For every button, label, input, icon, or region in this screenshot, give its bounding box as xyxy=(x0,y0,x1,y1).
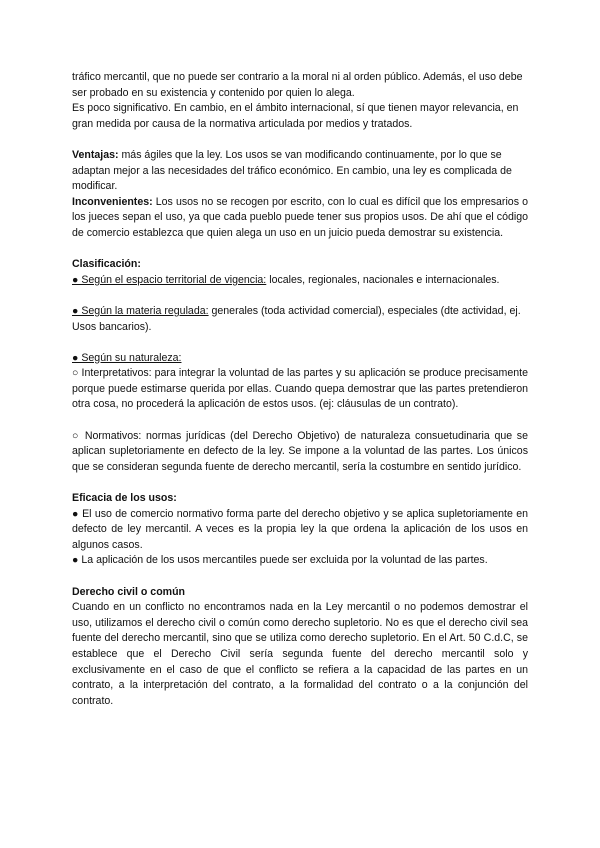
intro-paragraph-2: Es poco significativo. En cambio, en el ámbito internacional, sí que tienen mayor relevancia, en gran medida por causa de la normativa articulada por medios y tratados. xyxy=(72,102,519,130)
clasificacion-heading: Clasificación: xyxy=(72,258,141,271)
espacio-text: locales, regionales, nacionales e internacionales. xyxy=(266,273,500,286)
ventajas-text: más ágiles que la ley. Los usos se van modificando continuamente, por lo que se adaptan mejor a las necesidades del tráfico económico. En cambio, una ley es complicada de modificar. xyxy=(72,148,512,193)
eficacia-heading: Eficacia de los usos: xyxy=(72,492,177,505)
espacio-label: ● Según el espacio territorial de vigencia: xyxy=(72,273,267,286)
inconvenientes-text: Los usos no se recogen por escrito, con lo cual es difícil que los empresarios o los jueces sepan el uso, ya que cada pueblo puede tener sus propios usos. De ahí que el código de comercio establezca que quien alega un uso en un juicio pueda demostrar su existencia. xyxy=(72,195,528,239)
materia-text: generales (toda actividad comercial), especiales (dte actividad, ej. Usos bancarios). xyxy=(72,304,521,333)
interpretativos-paragraph: ○ Interpretativos: para integrar la voluntad de las partes y su aplicación se produce precisamente porque puede estimarse querida por ellas. Cuando quepa demostrar que las partes pretendieron otra cosa, no procederá la aplicación de estos usos. (ej: cláusulas de un contrato). xyxy=(72,367,528,411)
ventajas-label: Ventajas: xyxy=(72,148,119,161)
materia-label: ● Según la materia regulada: xyxy=(72,304,209,317)
clasificacion-espacio xyxy=(72,273,528,289)
ventajas-paragraph xyxy=(72,148,528,195)
eficacia-item-1: ● El uso de comercio normativo forma parte del derecho objetivo y se aplica supletoriamente en defecto de ley mercantil. A veces es la propia ley la que ordena la aplicación de los usos en algunos casos. xyxy=(72,507,528,551)
naturaleza-label: ● Según su naturaleza: xyxy=(72,351,182,364)
intro-paragraph-1: tráfico mercantil, que no puede ser contrario a la moral ni al orden público. Además, el uso debe ser probado en su existencia y contenido por quien lo alega. xyxy=(72,71,523,99)
eficacia-item-2: ● La aplicación de los usos mercantiles puede ser excluida por la voluntad de las partes. xyxy=(72,554,488,567)
clasificacion-materia xyxy=(72,304,528,335)
inconvenientes-label: Inconvenientes: xyxy=(72,195,153,208)
derecho-civil-paragraph: Cuando en un conflicto no encontramos nada en la Ley mercantil o no podemos demostrar el uso, utilizamos el derecho civil o común como derecho supletorio. No es que el derecho civil sea fuente del derecho mercantil, sino que se utiliza como derecho supletorio. En el Art. 50 C.d.C, se establece que el Derecho Civil sería segunda fuente del derecho mercantil solo y exclusivamente en el caso de que el conflicto se refiera a la capacidad de las partes en un contrato, a la interpretación del contrato, a la formalidad del contrato o a la conjunción del contrato. xyxy=(72,601,528,707)
document-page xyxy=(72,70,528,709)
derecho-civil-heading: Derecho civil o común xyxy=(72,585,186,598)
normativos-paragraph: ○ Normativos: normas jurídicas (del Derecho Objetivo) de naturaleza consuetudinaria que se aplican supletoriamente en defecto de la ley. Se impone a la voluntad de las partes. Los únicos que se consideran segunda fuente de derecho mercantil, sería la costumbre en sentido jurídico. xyxy=(72,429,528,473)
inconvenientes-paragraph xyxy=(72,195,528,242)
